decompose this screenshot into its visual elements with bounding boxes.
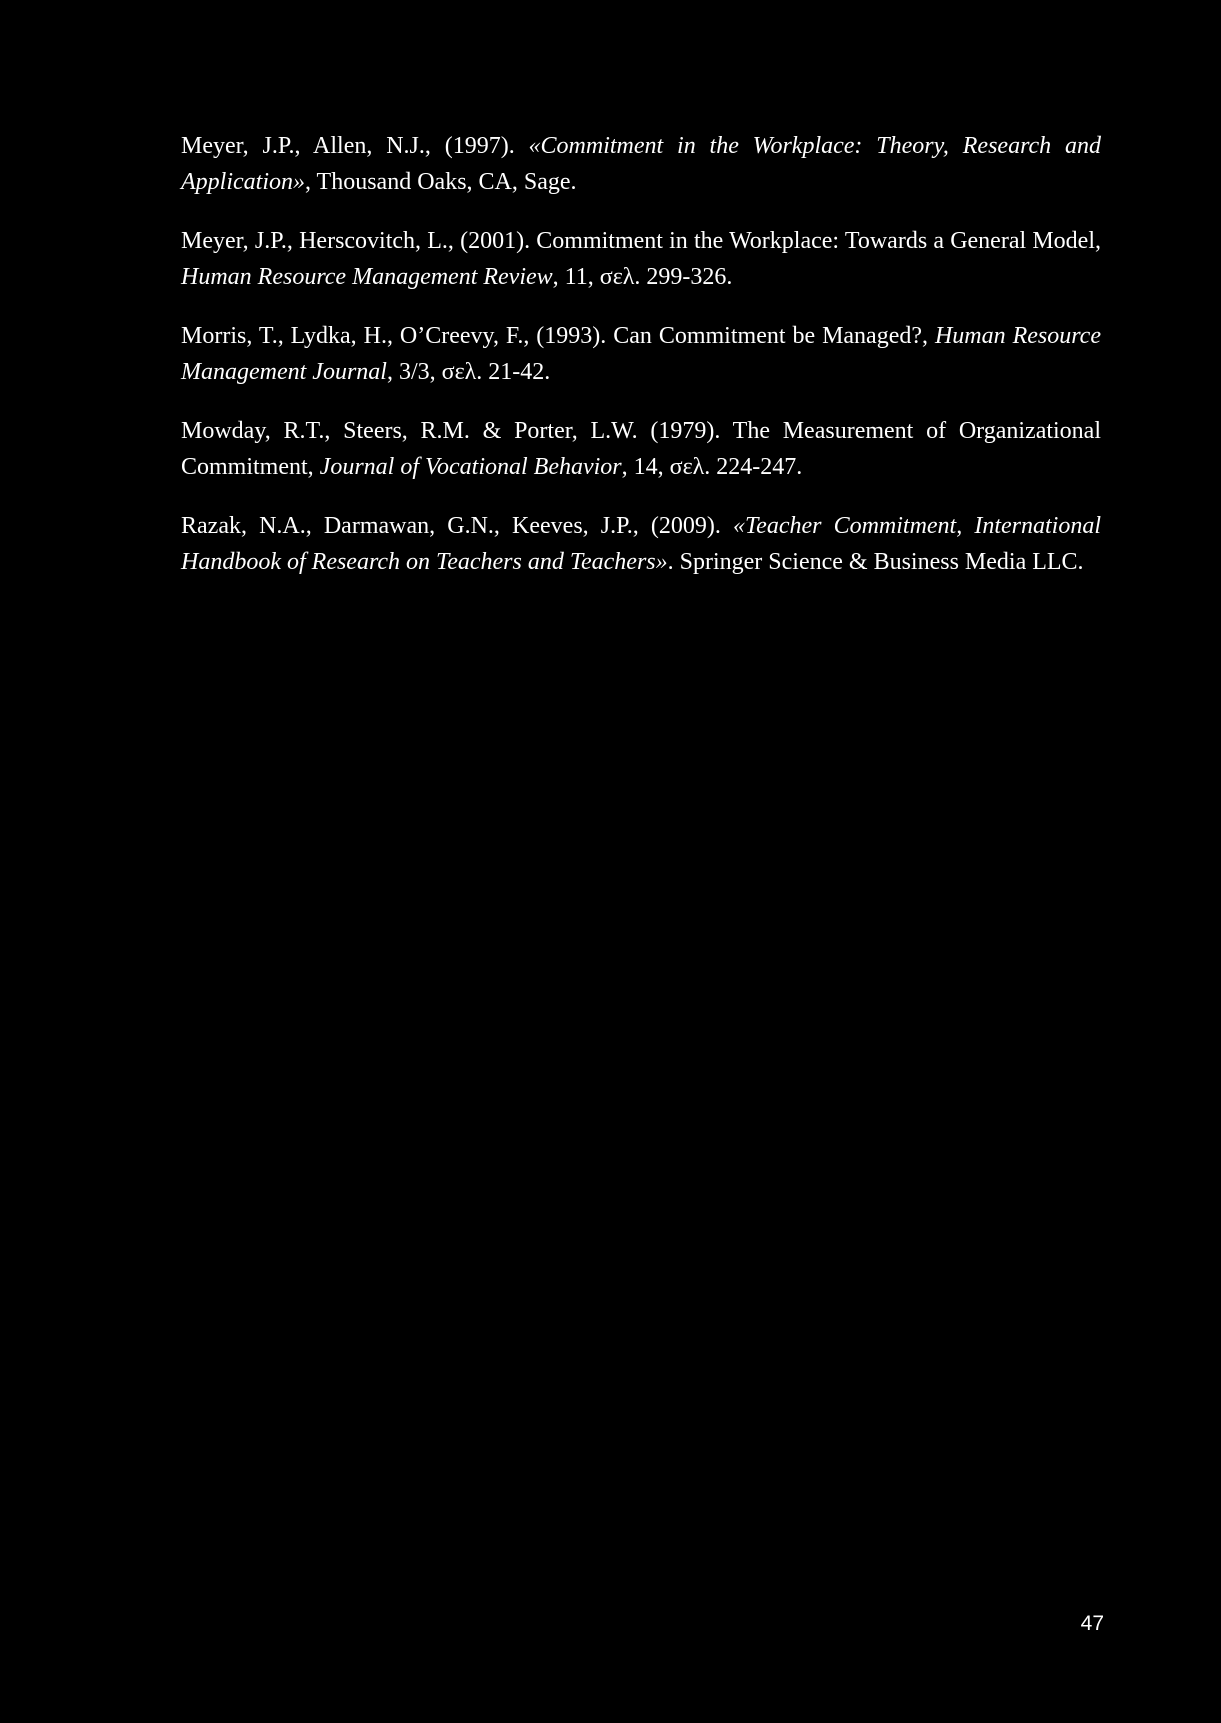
reference-text: , 14, σελ. 224-247.: [621, 454, 803, 480]
reference-text: Meyer, J.P., Allen, N.J., (1997).: [181, 133, 529, 159]
reference-title: «Commitment in the Workplace: Theory, Research and Application»: [181, 133, 1102, 195]
reference-text: , 3/3, σελ. 21-42.: [386, 359, 551, 385]
reference-journal: Journal of Vocational Behavior: [319, 454, 622, 480]
reference-entry: [181, 223, 1101, 295]
page-number: 47: [1080, 1612, 1104, 1635]
reference-text: Razak, N.A., Darmawan, G.N., Keeves, J.P., (2009).: [181, 513, 734, 539]
reference-text: . Springer Science & Business Media LLC.: [667, 549, 1084, 575]
reference-entry: [181, 318, 1101, 390]
reference-title: «Teacher Commitment, International Handbook of Research on Teachers and Teachers»: [181, 513, 1101, 575]
reference-journal: Human Resource Management Journal: [181, 323, 1101, 385]
reference-entry: [181, 508, 1101, 580]
reference-list: [181, 128, 1101, 603]
reference-text: , Thousand Oaks, CA, Sage.: [304, 169, 577, 195]
reference-text: , 11, σελ. 299-326.: [552, 264, 733, 290]
reference-entry: [181, 128, 1101, 200]
reference-entry: [181, 413, 1101, 485]
reference-text: Mowday, R.T., Steers, R.M. & Porter, L.W. (1979). The Measurement of Organizational Commitment,: [181, 418, 1101, 480]
reference-journal: Human Resource Management Review: [181, 264, 553, 290]
reference-text: Morris, T., Lydka, H., O’Creevy, F., (1993). Can Commitment be Managed?,: [181, 323, 935, 349]
reference-text: Meyer, J.P., Herscovitch, L., (2001). Commitment in the Workplace: Towards a General Model,: [181, 228, 1101, 254]
